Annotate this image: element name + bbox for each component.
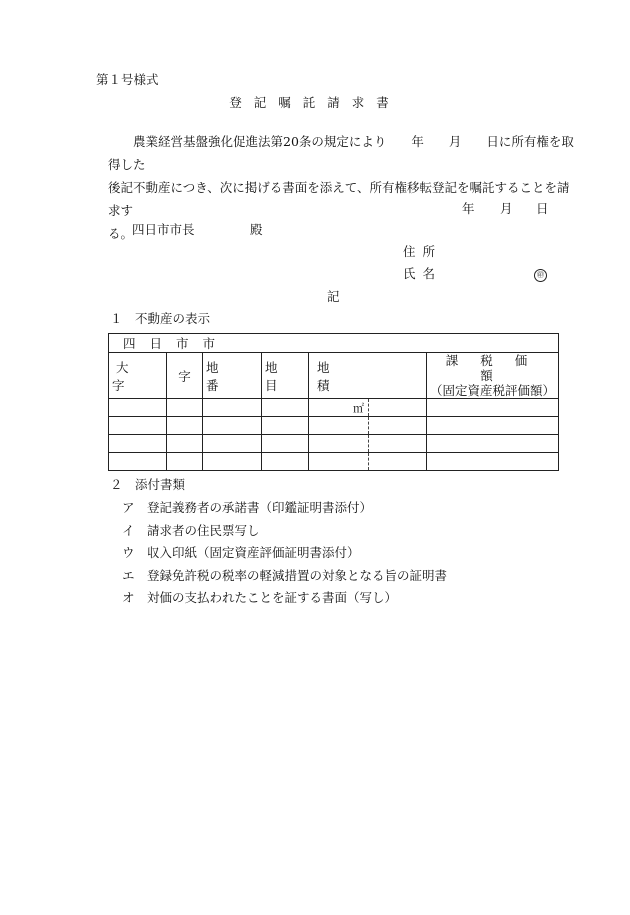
document-title (0, 93, 630, 111)
header-chiseki: 地積 (309, 353, 427, 399)
table-row (109, 417, 559, 435)
paragraph-line-2: 後記不動産につき、次に掲げる書面を添えて、所有権移転登記を嘱託することを請求す (108, 180, 570, 218)
table-row (109, 453, 559, 471)
paragraph-line-3: る。 (108, 226, 134, 241)
header-valuation: 課税価額 （固定資産税評価額） (427, 353, 559, 399)
form-number: 第１号様式 (96, 72, 159, 87)
seal-icon: ㊞ (534, 269, 547, 282)
date-year: 年 (462, 201, 475, 216)
ki-heading: 記 (327, 289, 340, 304)
area-unit-cell: ㎡ (309, 399, 369, 417)
header-aza: 字 (167, 353, 203, 399)
attachment-list (122, 497, 447, 610)
title-text: 登記嘱託請求書 (229, 95, 401, 110)
table-row (109, 435, 559, 453)
list-item: ウ 収入印紙（固定資産評価証明書添付） (122, 545, 360, 560)
section2-heading: ２ 添付書類 (110, 477, 186, 492)
table-city-row (109, 334, 559, 353)
section1-heading: １ 不動産の表示 (110, 311, 211, 326)
city-cell: 四日市市 (109, 334, 559, 353)
header-chiban: 地番 (203, 353, 262, 399)
table-header-row (109, 353, 559, 399)
property-table (108, 333, 559, 471)
date-day: 日 (536, 201, 549, 216)
address-label: 住所 (403, 244, 443, 259)
list-item: ア 登記義務者の承諾書（印鑑証明書添付） (122, 500, 373, 515)
seal-mark (534, 265, 547, 282)
table-row (109, 399, 559, 417)
name-label: 氏名 (403, 266, 443, 281)
addressee-name: 四日市市長 (132, 222, 195, 237)
paragraph-line-1: 農業経営基盤強化促進法第20条の規定により 年 月 日に所有権を取得した (108, 134, 574, 172)
header-oaza: 大字 (109, 353, 167, 399)
date-month: 月 (500, 201, 513, 216)
list-item: エ 登録免許税の税率の軽減措置の対象となる旨の証明書 (122, 567, 448, 583)
list-item: オ 対価の支払われたことを証する書面（写し） (122, 590, 398, 605)
addressee-honorific: 殿 (250, 222, 263, 237)
list-item: イ 請求者の住民票写し (122, 522, 260, 538)
header-chimoku: 地目 (262, 353, 309, 399)
